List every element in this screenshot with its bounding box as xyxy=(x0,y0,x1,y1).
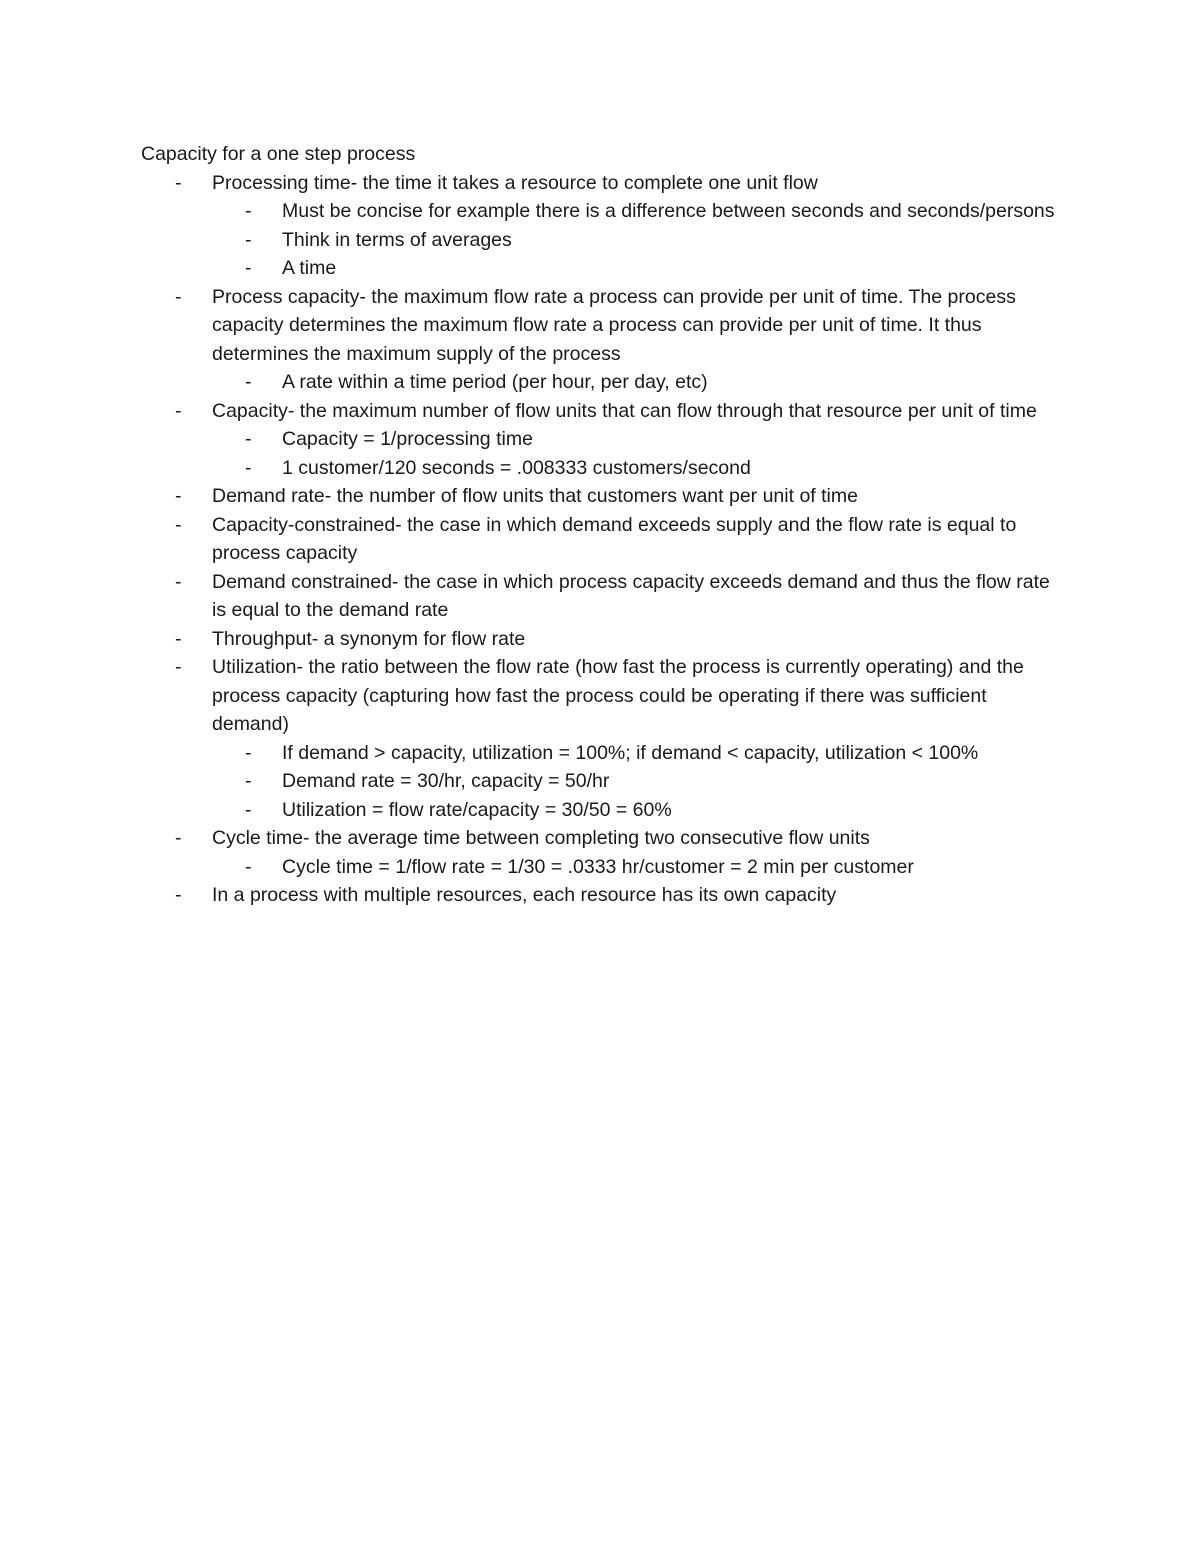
list-item-text: Throughput- a synonym for flow rate xyxy=(212,627,526,650)
list-item-text: Demand rate- the number of flow units that customers want per unit of time xyxy=(212,485,858,507)
list-item xyxy=(141,397,1066,426)
bullet-dash: - xyxy=(175,399,182,422)
list-item-text: Demand constrained- the case in which process capacity exceeds demand and thus the flow rate is equal to the demand rate xyxy=(212,570,1050,621)
bullet-dash: - xyxy=(245,456,252,479)
bullet-dash: - xyxy=(175,656,182,678)
bullet-dash: - xyxy=(175,171,182,194)
bullet-dash: - xyxy=(245,228,252,251)
sub-list-item xyxy=(141,226,1066,255)
list-item-text: 1 customer/120 seconds = .008333 customers/second xyxy=(282,456,751,479)
bullet-dash: - xyxy=(245,798,252,821)
sub-list-item xyxy=(141,853,1066,882)
bullet-dash: - xyxy=(245,257,252,279)
list-item-text: Capacity = 1/processing time xyxy=(282,428,533,450)
bullet-dash: - xyxy=(175,485,182,507)
list-item-text: Capacity- the maximum number of flow units that can flow through that resource per unit of time xyxy=(212,399,1037,422)
bullet-dash: - xyxy=(245,371,252,393)
list-item-text: In a process with multiple resources, each resource has its own capacity xyxy=(212,884,837,906)
list-item-text: A rate within a time period (per hour, per day, etc) xyxy=(282,371,708,393)
list-item xyxy=(141,511,1066,568)
list-item-text: Think in terms of averages xyxy=(282,228,512,251)
list-item-text: Utilization- the ratio between the flow rate (how fast the process is currently operating) and the process capacity (capturing how fast the process could be operating if there was sufficient demand) xyxy=(212,656,1024,735)
sub-list-item xyxy=(141,739,1066,768)
bullet-dash: - xyxy=(175,827,182,849)
bullet-dash: - xyxy=(175,285,182,308)
list-item xyxy=(141,568,1066,625)
bullet-dash: - xyxy=(175,513,182,536)
bullet-dash: - xyxy=(245,855,252,878)
list-item xyxy=(141,653,1066,739)
sub-list-item xyxy=(141,368,1066,397)
list-item-text: Processing time- the time it takes a resource to complete one unit flow xyxy=(212,171,818,194)
bullet-dash: - xyxy=(245,428,252,450)
bullet-dash: - xyxy=(175,570,182,593)
sub-list-item xyxy=(141,454,1066,483)
sub-list-item xyxy=(141,425,1066,454)
bullet-dash: - xyxy=(175,627,182,650)
list-item xyxy=(141,283,1066,369)
bullet-dash: - xyxy=(175,884,182,906)
list-item-text: Cycle time- the average time between completing two consecutive flow units xyxy=(212,827,870,849)
sub-list-item xyxy=(141,197,1066,226)
sub-list-item xyxy=(141,796,1066,825)
list-item-text: Capacity-constrained- the case in which demand exceeds supply and the flow rate is equal to process capacity xyxy=(212,513,1017,564)
sub-list-item xyxy=(141,767,1066,796)
document-title: Capacity for a one step process xyxy=(141,143,416,165)
list-item-text: If demand > capacity, utilization = 100%; if demand < capacity, utilization < 100% xyxy=(282,741,979,764)
sub-list-item xyxy=(141,254,1066,283)
list-item xyxy=(141,482,1066,511)
list-item-text: Demand rate = 30/hr, capacity = 50/hr xyxy=(282,770,610,792)
bullet-dash: - xyxy=(245,741,252,764)
bullet-dash: - xyxy=(245,770,252,792)
bullet-dash: - xyxy=(245,200,252,222)
list-item-text: Must be concise for example there is a difference between seconds and seconds/persons xyxy=(282,200,1055,222)
list-item-text: A time xyxy=(282,257,337,279)
document-page xyxy=(141,140,1066,910)
list-item-text: Utilization = flow rate/capacity = 30/50 = 60% xyxy=(282,798,672,821)
list-item xyxy=(141,625,1066,654)
list-item xyxy=(141,824,1066,853)
list-item-text: Process capacity- the maximum flow rate a process can provide per unit of time. The process capacity determines the maximum flow rate a process can provide per unit of time. It thus determines the maximum supply of the process xyxy=(212,285,1016,365)
list-item xyxy=(141,169,1066,198)
list-item-text: Cycle time = 1/flow rate = 1/30 = .0333 hr/customer = 2 min per customer xyxy=(282,855,914,878)
list-item xyxy=(141,881,1066,910)
